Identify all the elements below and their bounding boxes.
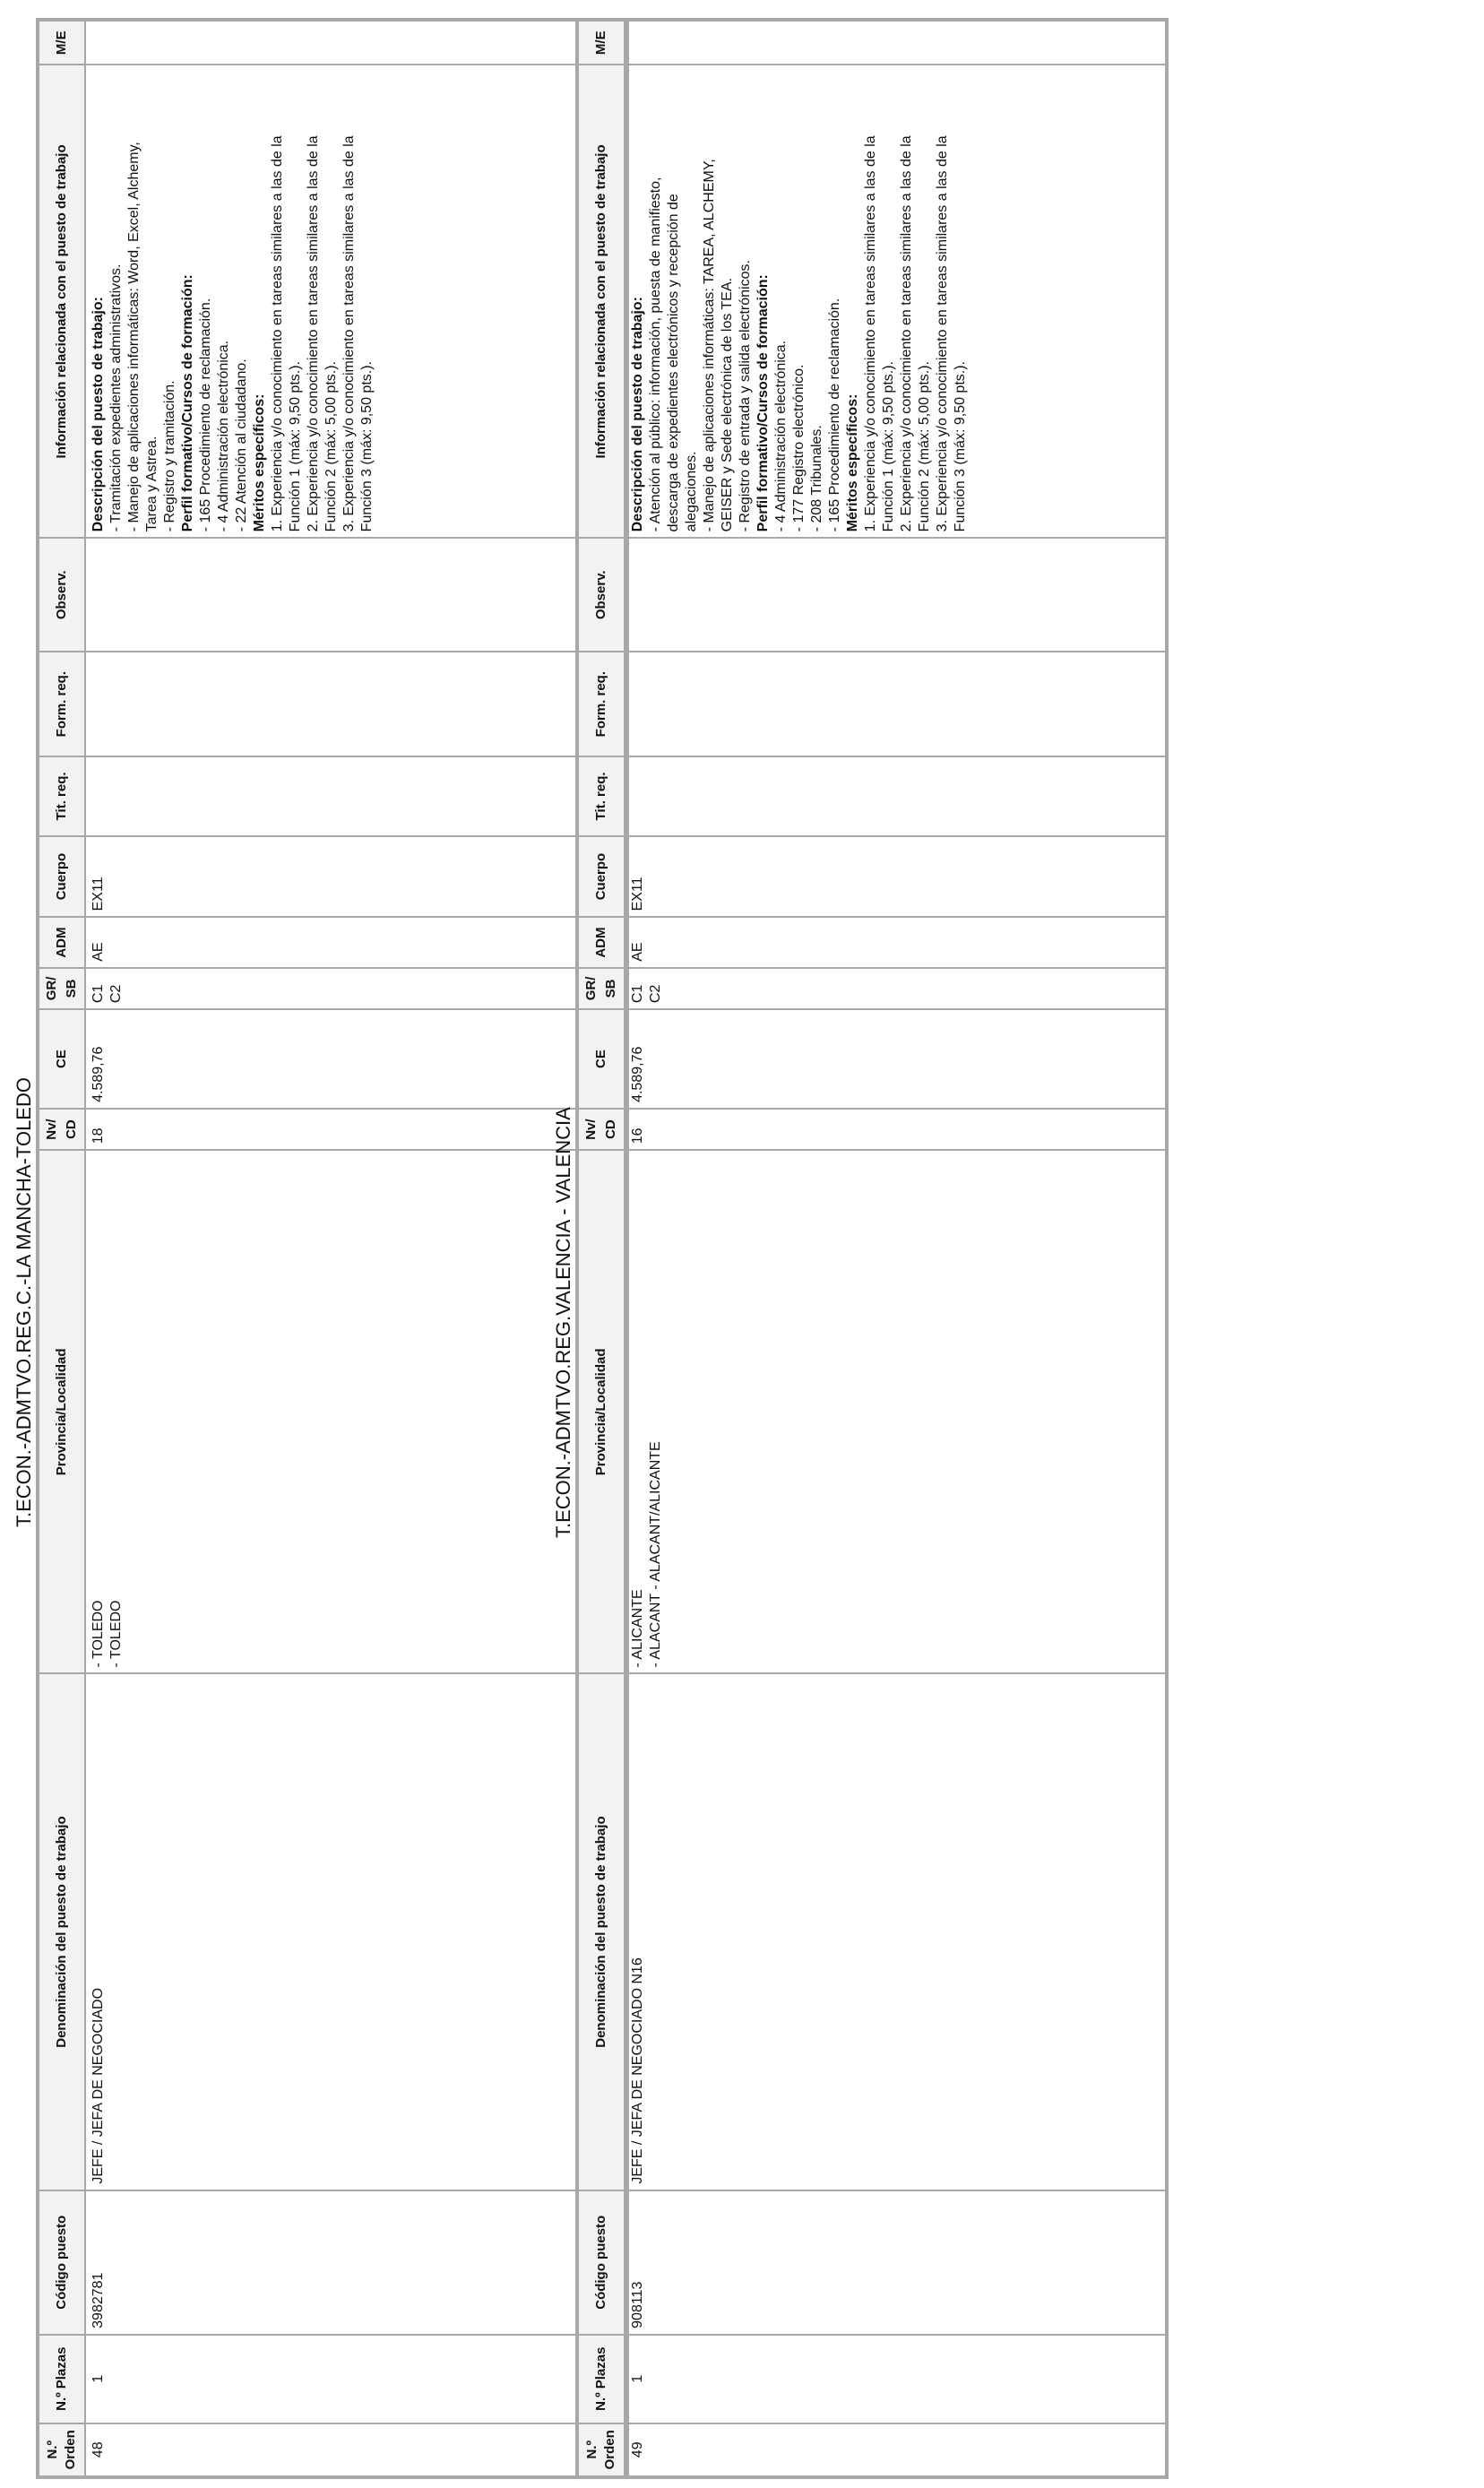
header-formacion: Form. req. xyxy=(577,652,625,756)
header-titulacion: Tit. req. xyxy=(38,756,85,836)
cell-cuerpo: EX11 xyxy=(625,836,1167,918)
header-grupo-bottom: SB xyxy=(64,979,79,998)
header-ce: CE xyxy=(577,1009,625,1109)
header-nivel-top: Nv/ xyxy=(44,1119,59,1140)
info-line: 3. Experiencia y/o conocimiento en tareas similares a las de la xyxy=(341,135,357,532)
header-me: M/E xyxy=(38,20,85,65)
header-denominacion: Denominación del puesto de trabajo xyxy=(577,1673,625,2190)
cell-me xyxy=(85,20,627,65)
cell-provincia xyxy=(85,1150,627,1673)
info-line: - Manejo de aplicaciones informáticas: Word, Excel, Alchemy, xyxy=(126,142,142,532)
info-heading: Méritos específicos: xyxy=(252,393,267,532)
info-line: Función 1 (máx: 9,50 pts.). xyxy=(288,361,303,532)
cell-titulacion xyxy=(85,756,627,836)
info-heading: Perfil formativo/Cursos de formación: xyxy=(755,274,771,532)
info-line: 2. Experiencia y/o conocimiento en tareas similares a las de la xyxy=(899,135,914,532)
section-title: T.ECON.-ADMTVO.REG.C.-LA MANCHA-TOLEDO xyxy=(13,1077,35,1527)
header-denominacion: Denominación del puesto de trabajo xyxy=(38,1673,85,2190)
info-line: Función 2 (máx: 5,00 pts.). xyxy=(917,361,932,532)
header-plazas: N.º Plazas xyxy=(577,2335,625,2423)
header-nivel xyxy=(38,1109,85,1150)
cell-orden: 48 xyxy=(85,2423,627,2477)
cell-orden: 49 xyxy=(625,2423,1167,2477)
header-grupo-bottom: SB xyxy=(603,979,618,998)
info-line: - 177 Registro electrónico. xyxy=(791,364,807,532)
info-line: - 165 Procedimiento de reclamación. xyxy=(827,298,842,532)
header-observ: Observ. xyxy=(577,538,625,652)
cell-observ xyxy=(625,538,1167,652)
header-ce: CE xyxy=(38,1009,85,1109)
header-grupo-top: GR/ xyxy=(583,976,599,1001)
header-nivel-bottom: CD xyxy=(603,1119,618,1139)
info-line: - 22 Atención al ciudadano. xyxy=(234,359,249,532)
info-line: - 165 Procedimiento de reclamación. xyxy=(198,298,213,532)
table-row xyxy=(625,20,1167,2477)
header-grupo-top: GR/ xyxy=(44,976,59,1001)
info-line: - Registro y tramitación. xyxy=(162,380,177,532)
header-adm: ADM xyxy=(38,917,85,967)
header-grupo xyxy=(577,968,625,1009)
info-line: - Registro de entrada y salida electrónicos. xyxy=(738,260,753,532)
provincia-line: - ALICANTE xyxy=(630,1589,645,1668)
cell-info xyxy=(85,65,627,538)
info-heading: Perfil formativo/Cursos de formación: xyxy=(180,274,195,532)
table-header-row xyxy=(577,20,625,2477)
cell-plazas: 1 xyxy=(625,2335,1167,2423)
grupo-line: C2 xyxy=(108,984,124,1004)
table-header-row xyxy=(38,20,85,2477)
info-line: alegaciones. xyxy=(684,451,699,532)
header-me: M/E xyxy=(577,20,625,65)
cell-adm: AE xyxy=(625,917,1167,967)
cell-adm: AE xyxy=(85,917,627,967)
info-line: descarga de expedientes electrónicos y recepción de xyxy=(666,194,681,532)
info-line: Tarea y Astrea. xyxy=(144,436,160,532)
info-line: 3. Experiencia y/o conocimiento en tareas similares a las de la xyxy=(935,135,950,532)
header-codigo: Código puesto xyxy=(38,2190,85,2335)
provincia-line: - TOLEDO xyxy=(108,1600,124,1668)
info-heading: Descripción del puesto de trabajo: xyxy=(630,297,645,532)
info-line: - Tramitación expedientes administrativos. xyxy=(108,263,124,532)
cell-info xyxy=(625,65,1167,538)
cell-plazas: 1 xyxy=(85,2335,627,2423)
info-line: 1. Experiencia y/o conocimiento en tareas similares a las de la xyxy=(863,135,878,532)
info-line: GEISER y Sede electrónica de los TEA. xyxy=(720,277,735,532)
cell-nivel: 16 xyxy=(625,1109,1167,1150)
info-line: - 4 Administración electrónica. xyxy=(216,340,231,532)
header-provincia: Provincia/Localidad xyxy=(577,1150,625,1673)
info-line: Función 3 (máx: 9,50 pts.). xyxy=(953,361,968,532)
header-cuerpo: Cuerpo xyxy=(38,836,85,918)
grupo-line: C1 xyxy=(91,984,106,1004)
cell-codigo: 908113 xyxy=(625,2190,1167,2335)
info-line: Función 1 (máx: 9,50 pts.). xyxy=(881,361,896,532)
table-row xyxy=(85,20,627,2477)
info-heading: Descripción del puesto de trabajo: xyxy=(91,297,106,532)
cell-observ xyxy=(85,538,627,652)
info-line: - 208 Tribunales. xyxy=(809,425,824,532)
cell-cuerpo: EX11 xyxy=(85,836,627,918)
info-heading: Méritos específicos: xyxy=(845,393,860,532)
grupo-line: C2 xyxy=(648,984,663,1004)
cell-denominacion: JEFE / JEFA DE NEGOCIADO N16 xyxy=(625,1673,1167,2190)
cell-me xyxy=(625,20,1167,65)
provincia-line: - ALACANT - ALACANT/ALICANTE xyxy=(648,1441,663,1668)
cell-codigo: 3982781 xyxy=(85,2190,627,2335)
header-observ: Observ. xyxy=(38,538,85,652)
cell-nivel: 18 xyxy=(85,1109,627,1150)
info-line: Función 2 (máx: 5,00 pts.). xyxy=(324,361,339,532)
header-info: Información relacionada con el puesto de trabajo xyxy=(577,65,625,538)
header-grupo xyxy=(38,968,85,1009)
header-orden: N.º Orden xyxy=(577,2423,625,2477)
cell-denominacion: JEFE / JEFA DE NEGOCIADO xyxy=(85,1673,627,2190)
cell-ce: 4.589,76 xyxy=(625,1009,1167,1109)
info-line: 2. Experiencia y/o conocimiento en tareas similares a las de la xyxy=(306,135,321,532)
provincia-line: - TOLEDO xyxy=(91,1600,106,1668)
header-nivel-top: Nv/ xyxy=(583,1119,599,1140)
header-adm: ADM xyxy=(577,917,625,967)
positions-table xyxy=(575,18,1169,2479)
header-titulacion: Tit. req. xyxy=(577,756,625,836)
cell-titulacion xyxy=(625,756,1167,836)
header-cuerpo: Cuerpo xyxy=(577,836,625,918)
cell-grupo xyxy=(625,968,1167,1009)
grupo-line: C1 xyxy=(630,984,645,1004)
info-line: - 4 Administración electrónica. xyxy=(773,340,789,532)
info-line: - Atención al público: información, puesta de manifiesto, xyxy=(648,177,663,532)
cell-formacion xyxy=(625,652,1167,756)
cell-ce: 4.589,76 xyxy=(85,1009,627,1109)
header-info: Información relacionada con el puesto de trabajo xyxy=(38,65,85,538)
info-line: Función 3 (máx: 9,50 pts.). xyxy=(359,361,375,532)
header-nivel-bottom: CD xyxy=(64,1119,79,1139)
section-title: T.ECON.-ADMTVO.REG.VALENCIA - VALENCIA xyxy=(552,1107,574,1538)
header-nivel xyxy=(577,1109,625,1150)
header-plazas: N.º Plazas xyxy=(38,2335,85,2423)
header-orden: N.º Orden xyxy=(38,2423,85,2477)
cell-provincia xyxy=(625,1150,1167,1673)
info-line: 1. Experiencia y/o conocimiento en tareas similares a las de la xyxy=(270,135,285,532)
header-provincia: Provincia/Localidad xyxy=(38,1150,85,1673)
header-formacion: Form. req. xyxy=(38,652,85,756)
info-line: - Manejo de aplicaciones informáticas: TAREA, ALCHEMY, xyxy=(702,159,717,532)
cell-formacion xyxy=(85,652,627,756)
positions-table xyxy=(36,18,629,2479)
cell-grupo xyxy=(85,968,627,1009)
header-codigo: Código puesto xyxy=(577,2190,625,2335)
